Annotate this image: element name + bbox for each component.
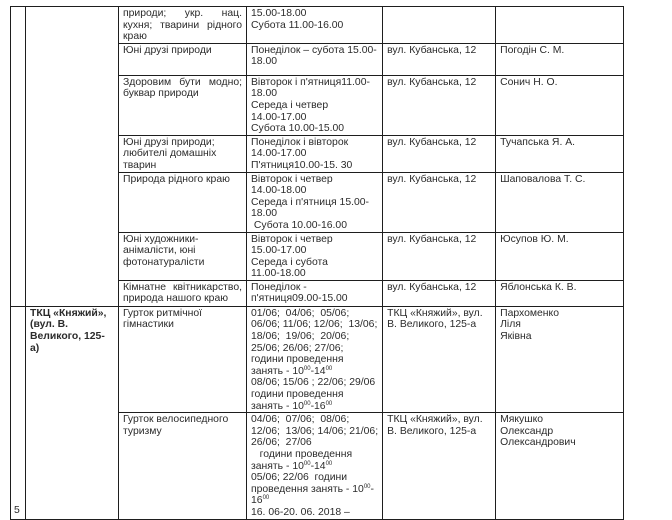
schedule-line: Середа і четвер — [251, 99, 329, 111]
schedule-line: 11.00-18.00 — [251, 268, 306, 280]
organization-name: ТКЦ «Княжий», (вул. В. Великого, 125-а) — [26, 306, 119, 519]
schedule-line: 14.00-17.00 — [251, 111, 307, 123]
address-cell — [383, 7, 496, 44]
schedule-line: години проведення — [251, 449, 353, 460]
activity-cell: Юні друзі природи — [119, 43, 247, 75]
activity-cell: Юні художники-анімалісти, юні фотонатуралісти — [119, 232, 247, 280]
schedule-line: Вівторок і четвер — [251, 233, 333, 245]
schedule-cell — [247, 306, 383, 412]
leader-cell: Юсупов Ю. М. — [496, 232, 624, 280]
schedule-line: 25/06; 26/06; 27/06; — [251, 342, 344, 354]
schedule-line: години проведення — [251, 389, 344, 401]
leader-cell: Тучапська Я. А. — [496, 135, 624, 172]
activity-cell: природи; укр. нац. кухня; тварини рідного краю — [119, 7, 247, 44]
schedule-line: 18.00 — [251, 56, 278, 68]
schedule-cell — [247, 75, 383, 135]
activity-cell: Гурток ритмічної гімнастики — [119, 306, 247, 412]
address-cell: вул. Кубанська, 12 — [383, 43, 496, 75]
table-row — [11, 306, 624, 412]
schedule-line: проведення занять - $10^{00}-$ — [251, 483, 374, 495]
schedule-line: 08/06; 15/06 ; 22/06; 29/06 — [251, 377, 376, 389]
activity-cell: Кімнатне квітникарство, природа нашого краю — [119, 280, 247, 306]
schedule-line: занять - $10^{00}-14^{00}$ — [251, 460, 333, 472]
schedule-line: 14.00-17.00 — [251, 148, 307, 160]
schedule-cell — [247, 280, 383, 306]
leader-cell: Погодін С. М. — [496, 43, 624, 75]
schedule-line: Понеділок і вівторок — [251, 136, 349, 148]
schedule-line: Понеділок – субота 15.00- — [251, 44, 377, 56]
schedule-line: 05/06; 22/06 години — [251, 472, 348, 484]
schedule-lines — [251, 308, 378, 412]
schedule-cell — [247, 7, 383, 44]
schedule-line: 14.00-18.00 — [251, 185, 307, 197]
activity-cell: Природа рідного краю — [119, 172, 247, 232]
schedule-line: 01/06; 04/06; 05/06; — [251, 307, 350, 319]
schedule-line: 04/06; 07/06; 08/06; — [251, 414, 350, 426]
row-number: 5 — [11, 306, 26, 519]
activity-cell: Юні друзі природи; любителі домашніх тварин — [119, 135, 247, 172]
leader-line: Олександрович — [500, 437, 576, 449]
schedule-line: 12/06; 13/06; 14/06; 21/06; — [251, 425, 379, 437]
schedule-line: 18.00 — [251, 88, 278, 100]
leader-cell — [496, 413, 624, 519]
address-cell: вул. Кубанська, 12 — [383, 280, 496, 306]
leader-line: Олександр — [500, 425, 554, 437]
schedule-line: 15.00-18.00 — [251, 8, 307, 19]
schedule-line: п'ятниця09.00-15.00 — [251, 293, 348, 305]
schedule-line: 16. 06-20. 06. 2018 – — [251, 506, 350, 518]
schedule-line: Субота 10.00-15.00 — [251, 123, 345, 135]
schedule-line: Середа і п'ятниця 15.00- — [251, 196, 370, 208]
schedule-line: Середа і субота — [251, 256, 328, 268]
schedule-line: години проведення — [251, 354, 344, 366]
address-cell: вул. Кубанська, 12 — [383, 135, 496, 172]
leader-line: Мякушко — [500, 414, 544, 426]
schedule-line: П'ятниця10.00-15. 30 — [251, 159, 353, 171]
schedule-line: 18/06; 19/06; 20/06; — [251, 331, 350, 343]
schedule-cell — [247, 413, 383, 519]
schedule-cell — [247, 172, 383, 232]
schedule-line: Понеділок - — [251, 281, 307, 293]
leader-line: Пархоменко — [500, 307, 559, 319]
number-cell-empty — [11, 7, 26, 307]
leader-cell — [496, 7, 624, 44]
schedule-cell — [247, 43, 383, 75]
leader-cell: Шаповалова Т. С. — [496, 172, 624, 232]
table-row — [11, 7, 624, 44]
schedule-line: занять - $10^{00}-14^{00}$ — [251, 365, 333, 377]
leader-cell — [496, 306, 624, 412]
schedule-line: 26/06; 27/06 — [251, 437, 312, 449]
schedule-line: $16^{00}$ — [251, 495, 270, 507]
schedule-line: 18.00 — [251, 208, 278, 220]
activity-cell: Гурток велосипедного туризму — [119, 413, 247, 519]
schedule-cell — [247, 232, 383, 280]
address-cell: ТКЦ «Княжий», вул. В. Великого, 125-а — [383, 306, 496, 412]
address-cell: ТКЦ «Княжий», вул. В. Великого, 125-а — [383, 413, 496, 519]
address-cell: вул. Кубанська, 12 — [383, 232, 496, 280]
schedule-line: Вівторок і четвер — [251, 173, 333, 185]
schedule-line: 06/06; 11/06; 12/06; 13/06; — [251, 319, 378, 331]
address-cell: вул. Кубанська, 12 — [383, 75, 496, 135]
schedule-line: Вівторок і п'ятниця11.00- — [251, 76, 370, 88]
schedule-line: занять - $10^{00}-16^{00}$ — [251, 400, 333, 412]
schedule-line: 15.00-17.00 — [251, 245, 307, 257]
leader-line: Яківна — [500, 331, 532, 343]
leader-cell: Яблонська К. В. — [496, 280, 624, 306]
address-cell: вул. Кубанська, 12 — [383, 172, 496, 232]
schedule-lines — [251, 414, 378, 518]
leader-cell: Сонич Н. О. — [496, 75, 624, 135]
schedule-cell — [247, 135, 383, 172]
leader-line: Ліля — [500, 319, 521, 331]
schedule-table — [10, 6, 624, 520]
activity-cell: Здоровим бути модно; буквар природи — [119, 75, 247, 135]
schedule-line: Субота 11.00-16.00 — [251, 19, 344, 31]
schedule-line: Субота 10.00-16.00 — [251, 219, 347, 231]
organization-cell-empty — [26, 7, 119, 307]
